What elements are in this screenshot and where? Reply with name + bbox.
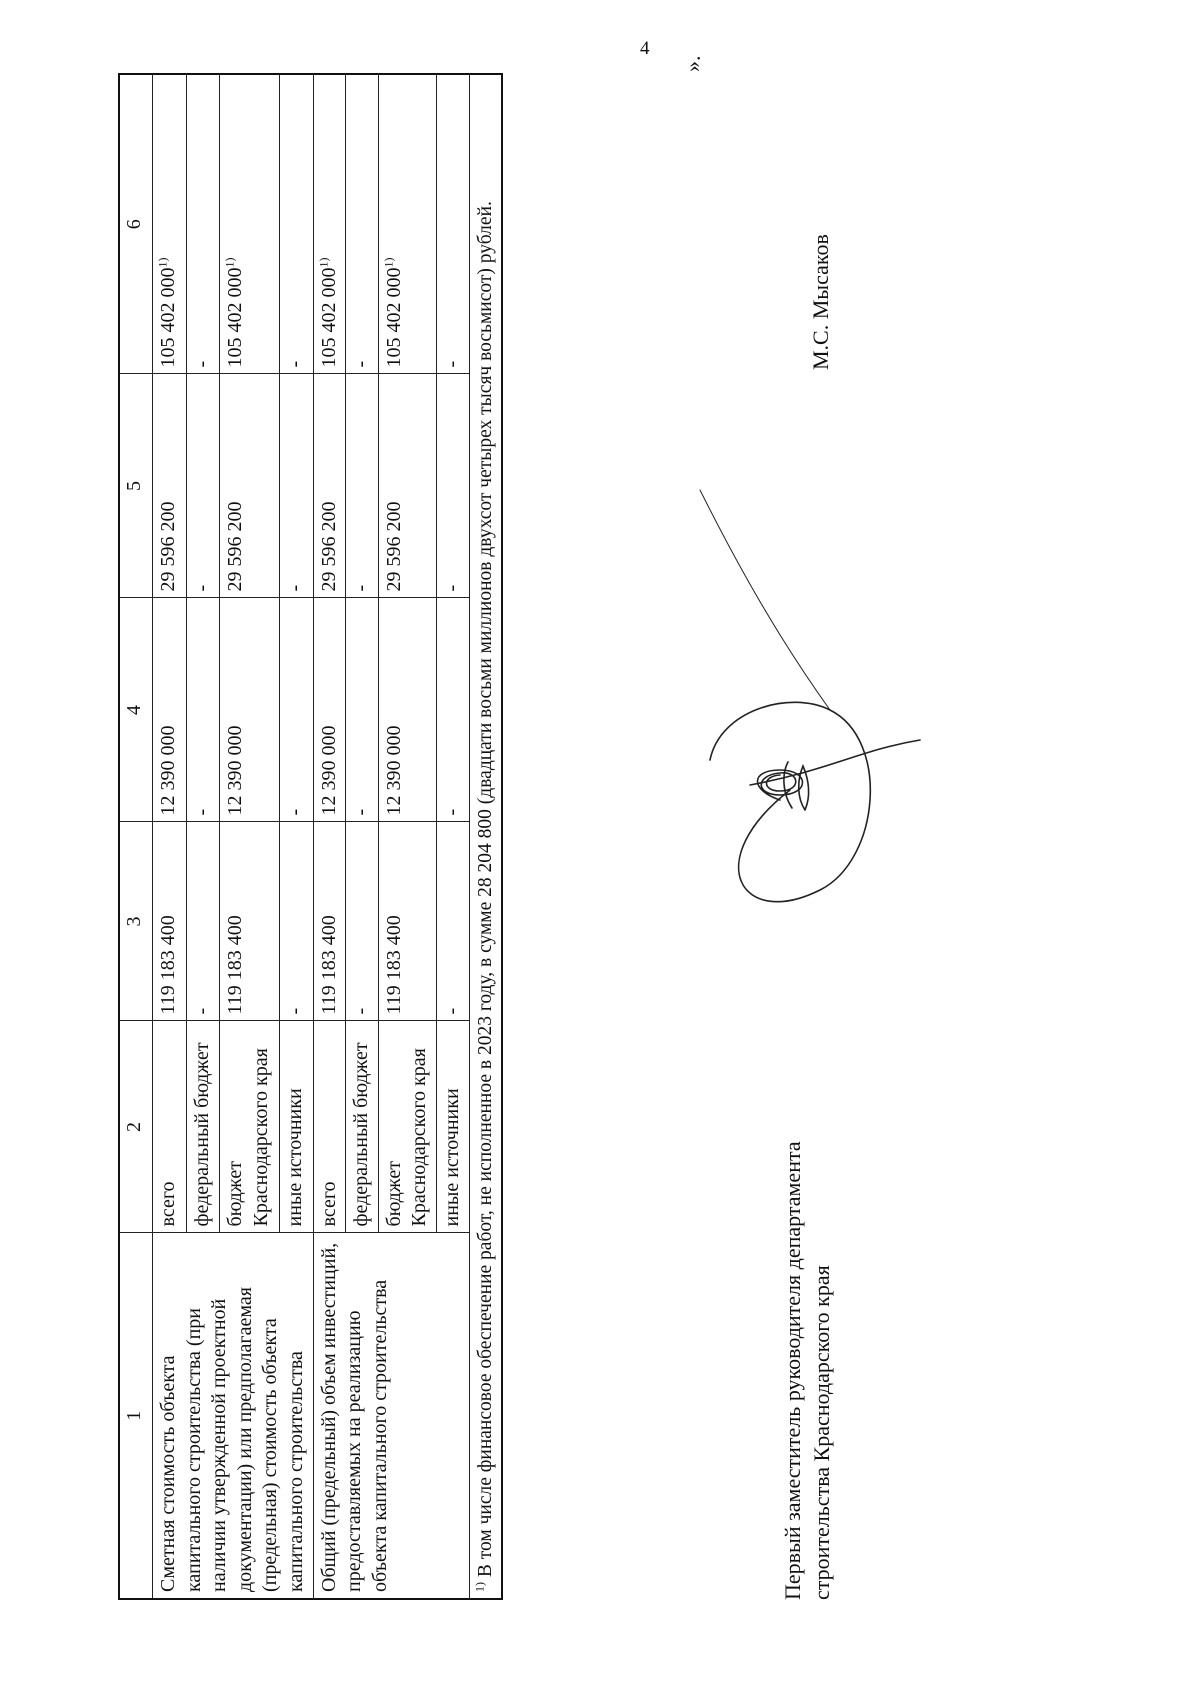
header-col-1: 1	[119, 1233, 153, 1599]
table-row	[153, 74, 187, 1599]
value-cell: 12 390 000	[378, 598, 436, 822]
value-cell: -	[436, 822, 469, 1021]
source-cell: федеральный бюджет	[346, 1021, 379, 1233]
value-cell-with-footnote: 105 402 000$^{1)}$	[153, 74, 187, 374]
value-cell: -	[436, 74, 469, 374]
value-cell: -	[186, 74, 220, 374]
value-cell: -	[436, 374, 469, 598]
source-cell: всего	[313, 1021, 346, 1233]
value-cell: -	[346, 374, 379, 598]
value-cell: -	[346, 822, 379, 1021]
value-cell: 119 183 400	[313, 822, 346, 1021]
footnote-text: В том числе финансовое обеспечение работ, не исполненное в 2023 году, в сумме 28 204 800 (двадцати восьми миллионов двухсот четырех тысяч восьмисот) рублей.	[474, 201, 496, 1578]
source-cell: бюджет Краснодарского края	[220, 1021, 280, 1233]
value-cell: 29 596 200	[153, 374, 187, 598]
page-number: 4	[640, 38, 650, 59]
value-cell: 119 183 400	[153, 822, 187, 1021]
value-cell: 12 390 000	[220, 598, 280, 822]
value-cell: 12 390 000	[153, 598, 187, 822]
handwritten-signature	[630, 480, 930, 1040]
value-cell: -	[279, 822, 313, 1021]
header-col-5: 5	[119, 374, 153, 598]
footnote-row	[469, 74, 502, 1599]
source-cell: бюджет Краснодарского края	[378, 1021, 436, 1233]
value-cell: 29 596 200	[313, 374, 346, 598]
value-cell-with-footnote: 105 402 000$^{1)}$	[378, 74, 436, 374]
value-cell: 29 596 200	[220, 374, 280, 598]
value-cell-with-footnote: 105 402 000$^{1)}$	[313, 74, 346, 374]
table-row	[313, 74, 346, 1599]
position-line-1: Первый заместитель руководителя департамента	[780, 1141, 805, 1600]
value-cell: -	[279, 598, 313, 822]
financing-table	[118, 73, 503, 1600]
value-cell-with-footnote: 105 402 000$^{1)}$	[220, 74, 280, 374]
value-cell: -	[279, 74, 313, 374]
source-cell: федеральный бюджет	[186, 1021, 220, 1233]
value-cell: -	[346, 74, 379, 374]
footnote-marker: 1)	[472, 1582, 487, 1592]
header-col-3: 3	[119, 822, 153, 1021]
value-cell: -	[186, 822, 220, 1021]
value-cell: -	[186, 598, 220, 822]
footnote-cell	[469, 74, 502, 1599]
table-header-row	[119, 74, 153, 1599]
source-cell: всего	[153, 1021, 187, 1233]
source-cell: иные источники	[279, 1021, 313, 1233]
value-cell: -	[279, 374, 313, 598]
header-col-6: 6	[119, 74, 153, 374]
signatory-name: М.С. Мысаков	[808, 234, 833, 370]
value-cell: 29 596 200	[378, 374, 436, 598]
header-col-4: 4	[119, 598, 153, 822]
group-label-investment-volume: Общий (предельный) объем инвестиций, предоставляемых на реализацию объекта капитального строительства	[313, 1233, 469, 1599]
value-cell: -	[436, 598, 469, 822]
value-cell: -	[346, 598, 379, 822]
value-cell: 119 183 400	[220, 822, 280, 1021]
value-cell: -	[186, 374, 220, 598]
value-cell: 119 183 400	[378, 822, 436, 1021]
closing-quote: ».	[680, 55, 705, 72]
header-col-2: 2	[119, 1021, 153, 1233]
rotated-document-sheet	[0, 20, 1110, 1660]
value-cell: 12 390 000	[313, 598, 346, 822]
group-label-estimated-cost: Сметная стоимость объекта капитального строительства (при наличии утвержденной проектной документации) или предполагаемая (предельная) стоимость объекта капитального строительства	[153, 1233, 314, 1599]
source-cell: иные источники	[436, 1021, 469, 1233]
position-line-2: строительства Краснодарского края	[809, 1265, 835, 1600]
